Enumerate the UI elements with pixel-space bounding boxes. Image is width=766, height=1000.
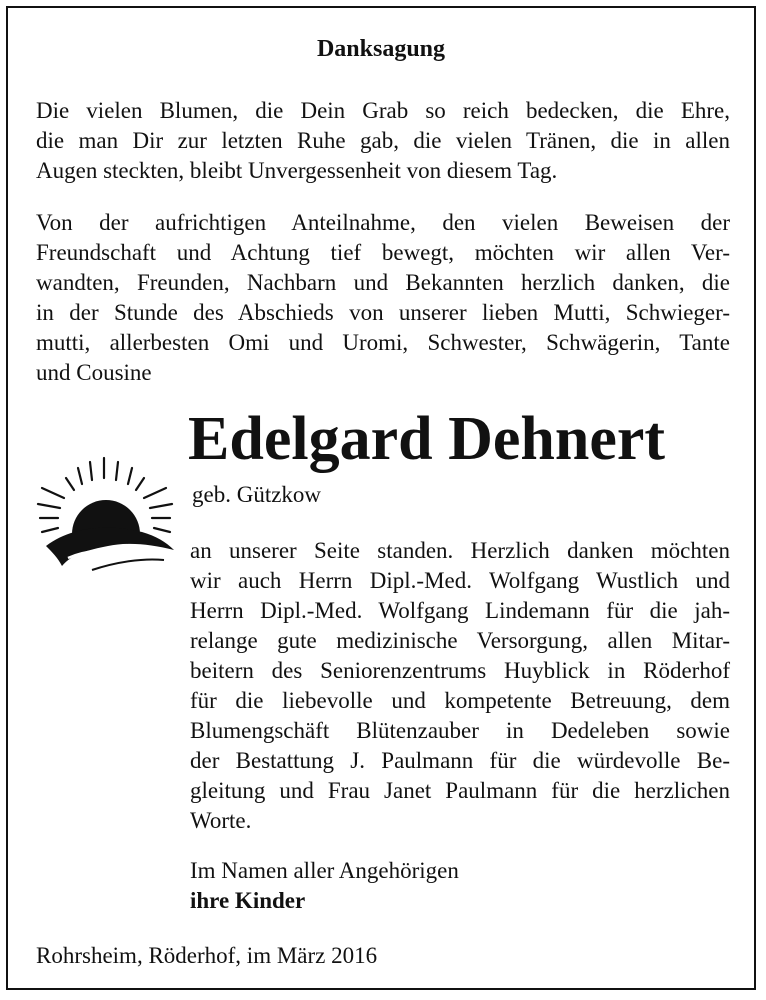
- paragraph3-line: wir auch Herrn Dipl.-Med. Wolfgang Wustlich und: [190, 568, 730, 593]
- paragraph2-line: wandten, Freunden, Nachbarn und Bekannten herzlich danken, die: [36, 270, 730, 295]
- paragraph3-line: Herrn Dipl.-Med. Wolfgang Lindemann für die jah-: [190, 598, 730, 623]
- paragraph3-line: Worte.: [190, 808, 252, 833]
- paragraph1-line: Die vielen Blumen, die Dein Grab so reich bedecken, die Ehre,: [36, 98, 730, 123]
- deceased-name: Edelgard Dehnert: [188, 405, 666, 473]
- paragraph2-line: Freundschaft und Achtung tief bewegt, möchten wir allen Ver-: [36, 240, 730, 265]
- paragraph3-line: der Bestattung J. Paulmann für die würdevolle Be-: [190, 748, 730, 773]
- paragraph2-line: und Cousine: [36, 360, 152, 385]
- paragraph1-line: die man Dir zur letzten Ruhe gab, die vielen Tränen, die in allen: [36, 128, 730, 153]
- signature-line: Im Namen aller Angehörigen: [190, 858, 459, 883]
- sunrise-icon: [32, 454, 180, 574]
- obituary-notice: [6, 6, 756, 990]
- paragraph3-line: beitern des Seniorenzentrums Huyblick in Röderhof: [190, 658, 730, 683]
- paragraph3-line: gleitung und Frau Janet Paulmann für die herzlichen: [190, 778, 730, 803]
- paragraph3-line: Blumengschäft Blütenzauber in Dedeleben sowie: [190, 718, 730, 743]
- paragraph3-line: für die liebevolle und kompetente Betreuung, dem: [190, 688, 730, 713]
- birth-name: geb. Gützkow: [192, 482, 322, 507]
- paragraph1-line: Augen steckten, bleibt Unvergessenheit von diesem Tag.: [36, 158, 558, 183]
- signature-signer: ihre Kinder: [190, 888, 306, 913]
- place-date: Rohrsheim, Röderhof, im März 2016: [36, 943, 378, 968]
- paragraph3-line: an unserer Seite standen. Herzlich danken möchten: [190, 538, 730, 563]
- notice-title: Danksagung: [316, 36, 446, 62]
- paragraph2-line: Von der aufrichtigen Anteilnahme, den vielen Beweisen der: [36, 210, 730, 235]
- paragraph2-line: in der Stunde des Abschieds von unserer lieben Mutti, Schwieger-: [36, 300, 730, 325]
- paragraph2-line: mutti, allerbesten Omi und Uromi, Schwester, Schwägerin, Tante: [36, 330, 730, 355]
- paragraph3-line: relange gute medizinische Versorgung, allen Mitar-: [190, 628, 730, 653]
